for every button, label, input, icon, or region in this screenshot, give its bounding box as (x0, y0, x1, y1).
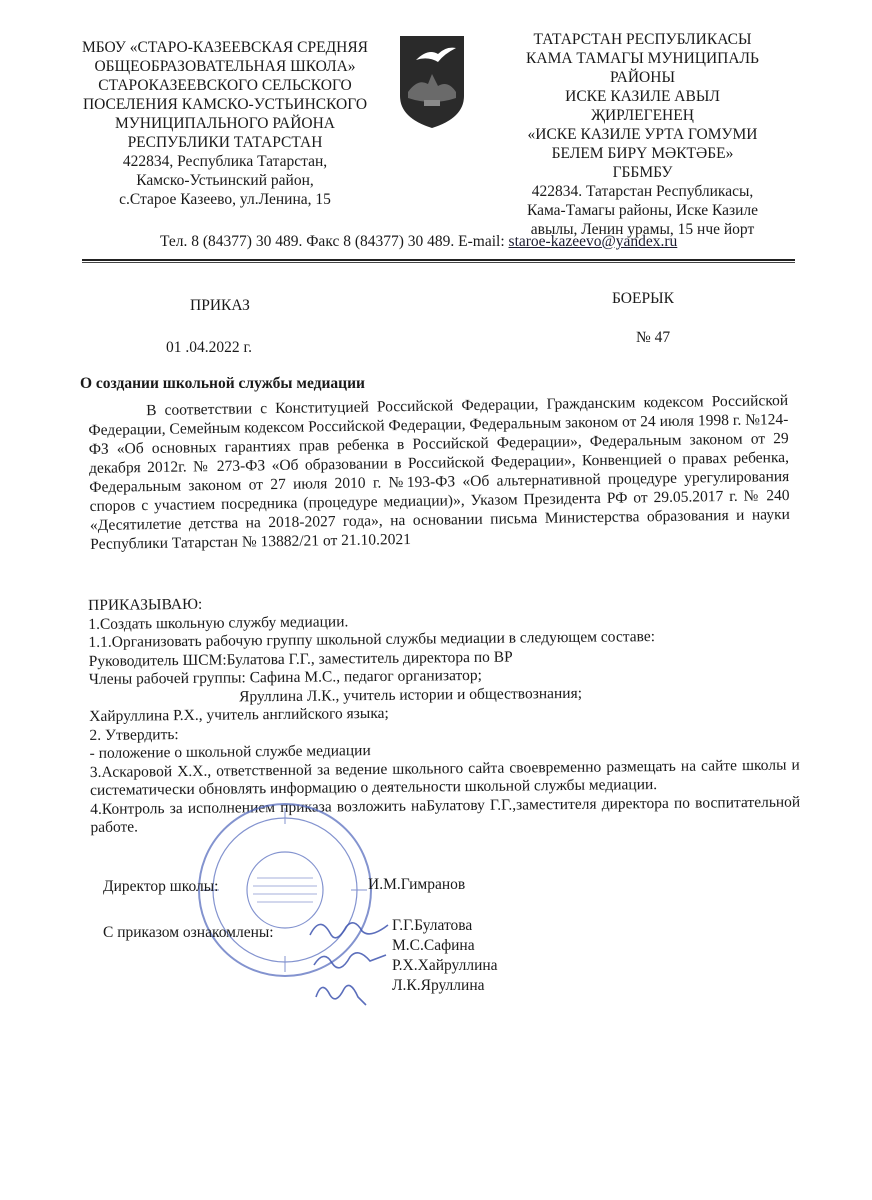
order-title-ru: ПРИКАЗ (190, 297, 250, 314)
header-right-line: КАМА ТАМАГЫ МУНИЦИПАЛЬ (526, 50, 759, 67)
group-member: Хайруллина Р.Х., учитель английского языка; (89, 704, 389, 725)
school-name-tt (520, 30, 765, 239)
header-divider (82, 259, 795, 261)
item-2: 2. Утвердить: (89, 725, 179, 744)
group-member: Яруллина Л.К., учитель истории и обществознания; (238, 684, 583, 705)
header-left-address: 422834, Республика Татарстан, (122, 153, 328, 170)
item-4: 4.Контроль за исполнением приказа возложить наБулатову Г.Г.,заместителя директора по воспитательной работе. (90, 793, 801, 836)
header-right-line: ТАТАРСТАН РЕСПУБЛИКАСЫ (533, 31, 752, 48)
acquainted-label: С приказом ознакомлены: (103, 924, 274, 941)
email-link[interactable]: staroe-kazeevo@yandex.ru (508, 233, 678, 250)
acquainted-name: Г.Г.Булатова (392, 917, 473, 934)
order-date: 01 .04.2022 г. (166, 339, 252, 356)
handwritten-signatures (300, 905, 400, 1015)
order-title-tt: БОЕРЫК (612, 290, 674, 307)
header-right-address: авылы, Ленин урамы, 15 нче йорт (530, 221, 755, 238)
header-left-line: МУНИЦИПАЛЬНОГО РАЙОНА (115, 115, 335, 132)
header-left-line: ОБЩЕОБРАЗОВАТЕЛЬНАЯ ШКОЛА» (94, 58, 356, 75)
header-left-line: СТАРОКАЗЕЕВСКОГО СЕЛЬСКОГО (98, 77, 352, 94)
header-right-line: «ИСКЕ КАЗИЛЕ УРТА ГОМУМИ (527, 126, 758, 143)
header-right-line: ҖИРЛЕГЕНЕҢ (591, 107, 694, 124)
director-label: Директор школы: (103, 878, 219, 895)
item-1-1: 1.1.Организовать рабочую группу школьной службы медиации в следующем составе: (88, 628, 656, 651)
item-1: 1.Создать школьную службу медиации. (88, 612, 349, 633)
group-head: Руководитель ШСМ:Булатова Г.Г., заместитель директора по ВР (88, 648, 513, 670)
header-left-line: МБОУ «СТАРО-КАЗЕЕВСКАЯ СРЕДНЯЯ (81, 39, 369, 56)
order-number: № 47 (636, 329, 671, 346)
order-preamble (88, 391, 790, 554)
header-left-address: с.Старое Казеево, ул.Ленина, 15 (119, 191, 331, 208)
group-members: Члены рабочей группы: Сафина М.С., педагог организатор; (88, 666, 482, 688)
director-name: И.М.Гимранов (368, 876, 466, 893)
coat-of-arms-emblem (398, 34, 466, 130)
header-left-address: Камско-Устьинский район, (136, 172, 314, 189)
school-name-ru (70, 38, 380, 209)
contacts-phone-fax: Тел. 8 (84377) 30 489. Факс 8 (84377) 30 489. E-mail: (160, 233, 509, 250)
item-2-a: - положение о школьной службе медиации (89, 742, 371, 762)
contacts-line (160, 233, 677, 251)
acquainted-name: Р.Х.Хайруллина (392, 957, 498, 974)
acquainted-name: Л.К.Яруллина (392, 977, 485, 994)
header-divider-thin (82, 262, 795, 263)
header-left-line: РЕСПУБЛИКИ ТАТАРСТАН (127, 134, 323, 151)
header-left-line: ПОСЕЛЕНИЯ КАМСКО-УСТЬИНСКОГО (82, 96, 368, 113)
acquainted-name: М.С.Сафина (392, 937, 475, 954)
header-right-line: ИСКЕ КАЗИЛЕ АВЫЛ (565, 88, 720, 105)
order-subject: О создании школьной службы медиации (80, 375, 365, 392)
preamble-text: В соответствии с Конституцией Российской Федерации, Гражданским кодексом Российской Федерации, Семейным кодексом Российской Федерации, Федеральным законом от 24 июля 1998 г. №124-ФЗ «Об основных гарантиях прав ребенка в Российской Федерации», Федеральным законом от 29 декабря 2012г. № 273-ФЗ «Об образовании в Российской Федерации», Конвенцией о правах ребенка, Федеральным законом от 27 июля 2010 г. №193-ФЗ «Об альтернативной процедуре урегулирования споров с участием посредника (процедуре медиации)», Указом Президента РФ от 29.05.2017 г. № 240 «Десятилетие детства на 2018-2027 года», на основании письма Министерства образования и науки Республики Татарстан № 13882/21 от 21.10.2021 (88, 392, 790, 553)
header-right-line: БЕЛЕМ БИРҮ МӘКТӘБЕ» (551, 145, 734, 162)
header-right-address: 422834. Татарстан Республикасы, (531, 183, 754, 200)
item-3: 3.Аскаровой Х.Х., ответственной за ведение школьного сайта своевременно размещать на сайте школы и систематически обновлять информацию о деятельности школьной службы медиации. (89, 756, 800, 799)
acquainted-names (392, 916, 498, 996)
header-right-line: РАЙОНЫ (610, 69, 675, 86)
header-right-address: Кама-Тамагы районы, Иске Казиле (526, 202, 759, 219)
order-word: ПРИКАЗЫВАЮ: (88, 595, 203, 614)
header-right-line: ГББМБУ (612, 164, 673, 181)
